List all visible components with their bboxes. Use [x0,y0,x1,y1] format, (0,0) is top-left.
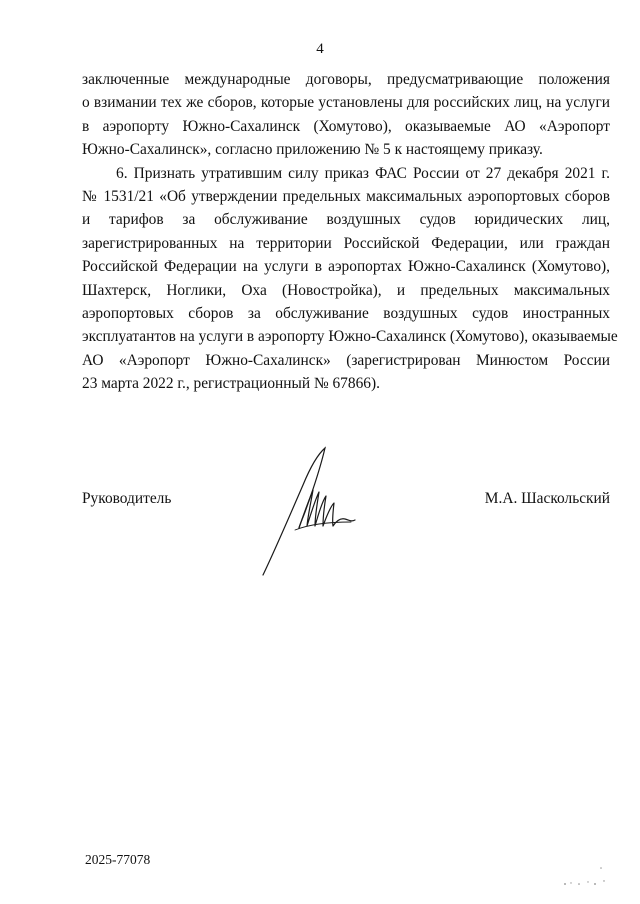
text-line: аэропортовых сборов за обслуживание воздушных судов иностранных [82,304,610,322]
document-body [82,68,618,395]
signer-title: Руководитель [82,490,172,507]
text-line: 6. Признать утратившим силу приказ ФАС России от 27 декабря 2021 г. [116,164,610,182]
signer-name: М.А. Шаскольский [484,490,610,507]
text-line: в аэропорту Южно-Сахалинск (Хомутово), оказываемые АО «Аэропорт [82,117,610,135]
text-line: эксплуатантов на услуги в аэропорту Южно-Сахалинск (Хомутово), оказываемые [82,328,618,346]
page-number: 4 [316,41,324,57]
document-id: 2025-77078 [85,852,151,867]
text-line: АО «Аэропорт Южно-Сахалинск» (зарегистрирован Минюстом России [82,351,610,369]
text-line: и тарифов за обслуживание воздушных судов юридических лиц, [82,211,610,229]
text-line: зарегистрированных на территории Российской Федерации, или граждан [82,234,610,252]
handwritten-signature [255,440,365,580]
scan-artifact-marks [555,860,615,890]
text-line: о взимании тех же сборов, которые установлены для российских лиц, на услуги [82,94,610,112]
text-line: Шахтерск, Ноглики, Оха (Новостройка), и предельных максимальных [82,281,610,299]
text-line: № 1531/21 «Об утверждении предельных максимальных аэропортовых сборов [82,187,610,205]
text-line: Южно-Сахалинск», согласно приложению № 5 к настоящему приказу. [82,141,543,159]
text-line: Российской Федерации на услуги в аэропортах Южно-Сахалинск (Хомутово), [82,258,610,276]
text-line: заключенные международные договоры, предусматривающие положения [82,71,610,88]
text-line: 23 марта 2022 г., регистрационный № 67866). [82,375,380,393]
